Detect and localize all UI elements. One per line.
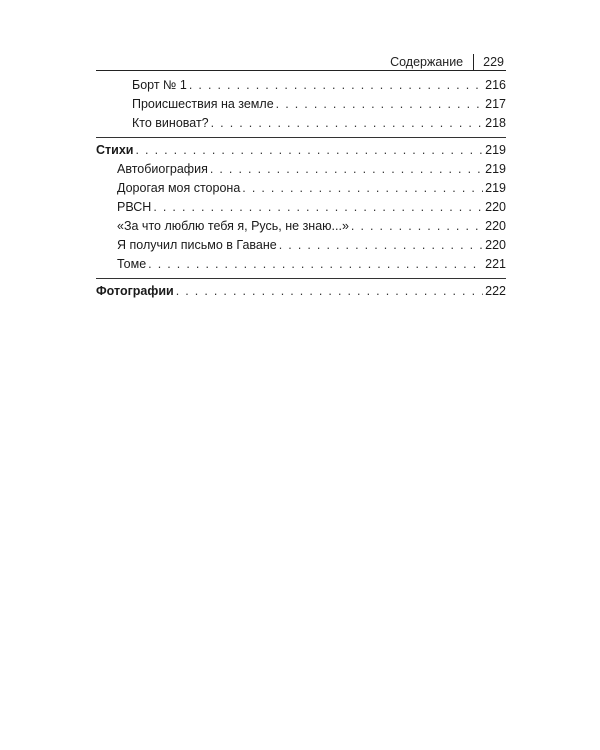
page-number: 229 — [483, 55, 504, 69]
toc-entry-letter-havana — [96, 238, 506, 257]
toc-dot-leader — [176, 284, 483, 298]
toc-entry-incidents — [96, 97, 506, 116]
toc-entry-page: 218 — [485, 116, 506, 130]
toc-dot-leader — [279, 238, 483, 252]
toc-entry-page: 221 — [485, 257, 506, 271]
toc-dot-leader — [210, 162, 483, 176]
toc-entry-title: РВСН — [117, 200, 152, 214]
toc-entry-title: «За что люблю тебя я, Русь, не знаю...» — [117, 219, 349, 233]
toc-entry-tome — [96, 257, 506, 276]
toc-entry-love-rus — [96, 219, 506, 238]
toc-entry-title: Я получил письмо в Гаване — [117, 238, 277, 252]
running-header — [96, 40, 506, 71]
toc-section-page: 219 — [485, 143, 506, 157]
toc-entry-dear-side — [96, 181, 506, 200]
toc-entry-page: 219 — [485, 181, 506, 195]
toc-entry-rvsn — [96, 200, 506, 219]
toc-entry-title: Автобиография — [117, 162, 208, 176]
toc-entry-title: Томе — [117, 257, 147, 271]
toc-dot-leader — [153, 200, 483, 214]
toc-entry-page: 220 — [485, 219, 506, 233]
toc-entry-title: Борт № 1 — [132, 78, 187, 92]
section-divider — [96, 278, 506, 279]
toc-entry-title: Кто виноват? — [132, 116, 209, 130]
toc-entry-title: Дорогая моя сторона — [117, 181, 241, 195]
toc-entry-page: 216 — [485, 78, 506, 92]
toc-entry-page: 220 — [485, 238, 506, 252]
section-divider — [96, 137, 506, 138]
toc-entry-bort-1 — [96, 78, 506, 97]
toc-dot-leader — [242, 181, 483, 195]
toc-entry-page: 217 — [485, 97, 506, 111]
table-of-contents — [96, 78, 506, 303]
toc-dot-leader — [148, 257, 483, 271]
toc-dot-leader — [189, 78, 483, 92]
header-separator — [473, 54, 474, 70]
toc-section-poems — [96, 143, 506, 162]
running-header-content — [390, 54, 504, 70]
toc-dot-leader — [211, 116, 484, 130]
running-header-section: Содержание — [390, 55, 464, 69]
toc-dot-leader — [351, 219, 483, 233]
toc-entry-title: Происшествия на земле — [132, 97, 274, 111]
toc-entry-autobiography — [96, 162, 506, 181]
toc-section-title: Фотографии — [96, 284, 174, 298]
toc-section-title: Стихи — [96, 143, 134, 157]
toc-dot-leader — [276, 97, 483, 111]
toc-entry-who-is-guilty — [96, 116, 506, 135]
toc-entry-page: 219 — [485, 162, 506, 176]
toc-dot-leader — [135, 143, 483, 157]
toc-section-photos — [96, 284, 506, 303]
toc-entry-page: 220 — [485, 200, 506, 214]
toc-section-page: 222 — [485, 284, 506, 298]
